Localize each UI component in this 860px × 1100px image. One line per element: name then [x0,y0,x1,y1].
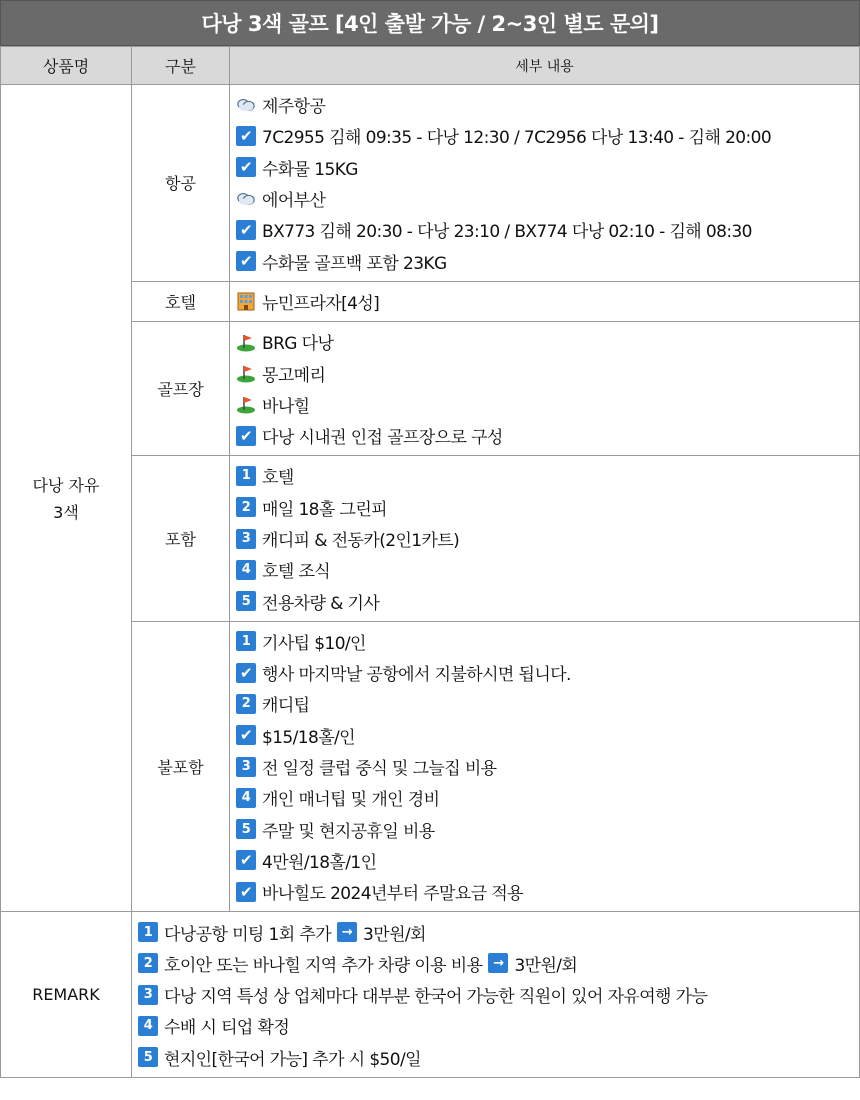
detail-text: 다낭 시내권 인접 골프장으로 구성 [262,428,503,449]
detail-line [236,460,853,491]
number-icon: 3 [236,529,256,549]
detail-line [236,585,853,616]
detail-line [236,286,853,317]
header-category: 구분 [132,47,230,85]
detail-text: 뉴민프라자[4성] [262,293,380,314]
detail-line [236,845,853,876]
check-icon: ✔ [236,426,256,446]
check-icon: ✔ [236,220,256,240]
detail-text: 바나힐도 2024년부터 주말요금 적용 [262,884,523,905]
category-flight: 항공 [132,85,230,282]
detail-line [236,183,853,214]
check-icon: ✔ [236,882,256,902]
included-detail [230,456,860,621]
remark-label: REMARK [1,912,132,1077]
detail-line [236,751,853,782]
product-name-line1: 다낭 자유 [32,476,100,496]
number-icon: 2 [138,953,158,973]
detail-line [236,357,853,388]
detail-text: 호텔 조식 [262,562,331,583]
detail-line [236,876,853,907]
category-included: 포함 [132,456,230,621]
remark-text: 현지인[한국어 가능] 추가 시 $50/일 [164,1049,421,1070]
flight-detail [230,85,860,282]
remark-text: 다낭 지역 특성 상 업체마다 대부분 한국어 가능한 직원이 있어 자유여행 가능 [164,987,708,1008]
remark-price: 3만원/회 [514,955,578,976]
remark-line [138,1010,853,1041]
detail-line [236,554,853,585]
number-icon: 4 [236,788,256,808]
check-icon: ✔ [236,725,256,745]
remark-line [138,916,853,947]
category-excluded: 불포함 [132,621,230,912]
flight-row [1,85,860,282]
detail-text: 행사 마지막날 공항에서 지불하시면 됩니다. [262,665,571,686]
number-icon: 1 [236,631,256,651]
number-icon: 5 [236,819,256,839]
number-icon: 4 [236,560,256,580]
detail-text: 4만원/18홀/1인 [262,852,377,873]
remark-text: 호이안 또는 바나힐 지역 추가 차량 이용 비용 [164,955,483,976]
detail-line [236,326,853,357]
number-icon: 5 [138,1047,158,1067]
cloud-icon [236,95,256,115]
golf-detail [230,322,860,456]
detail-text: 전 일정 클럽 중식 및 그늘집 비용 [262,759,497,780]
remark-text: 수배 시 티업 확정 [164,1018,290,1039]
detail-line [236,389,853,420]
remark-line [138,979,853,1010]
check-icon: ✔ [236,157,256,177]
detail-text: 호텔 [262,468,294,489]
number-icon: 3 [138,985,158,1005]
header-product: 상품명 [1,47,132,85]
detail-line [236,657,853,688]
excluded-detail [230,621,860,912]
detail-line [236,523,853,554]
detail-line [236,688,853,719]
header-detail: 세부 내용 [230,47,860,85]
number-icon: 2 [236,694,256,714]
hotel-detail [230,281,860,321]
detail-line [236,245,853,276]
detail-text: 바나힐 [262,396,310,417]
golf-flag-icon [236,332,256,352]
detail-line [236,814,853,845]
remark-price: 3만원/회 [363,924,426,945]
detail-text: 제주항공 [262,97,326,118]
detail-text: 몽고메리 [262,365,326,386]
golf-flag-icon [236,394,256,414]
detail-text: 캐디피 & 전동카(2인1카트) [262,531,460,551]
detail-text: 수화물 15KG [262,159,358,180]
detail-line [236,782,853,813]
golf-flag-icon [236,363,256,383]
product-table [0,46,860,1078]
number-icon: 4 [138,1016,158,1036]
number-icon: 1 [138,922,158,942]
check-icon: ✔ [236,251,256,271]
detail-text: 에어부산 [262,191,326,212]
detail-text: 매일 18홀 그린피 [262,499,387,520]
detail-text: $15/18홀/인 [262,727,355,748]
detail-text: 캐디팁 [262,696,310,717]
product-name-line2: 3색 [53,503,79,523]
detail-line [236,720,853,751]
detail-text: 전용차량 & 기사 [262,593,380,614]
number-icon: 1 [236,466,256,486]
page-title: 다낭 3색 골프 [4인 출발 가능 / 2~3인 별도 문의] [0,0,860,46]
detail-text: 개인 매너팁 및 개인 경비 [262,790,440,811]
detail-text: BRG 다낭 [262,334,334,355]
remark-line [138,1042,853,1073]
detail-line [236,89,853,120]
check-icon: ✔ [236,126,256,146]
detail-line [236,626,853,657]
check-icon: ✔ [236,663,256,683]
check-icon: ✔ [236,850,256,870]
number-icon: 5 [236,591,256,611]
detail-line [236,152,853,183]
arrow-right-icon: → [337,922,357,942]
remark-line [138,948,853,979]
category-golf: 골프장 [132,322,230,456]
arrow-right-icon: → [488,953,508,973]
category-hotel: 호텔 [132,281,230,321]
detail-line [236,214,853,245]
remark-text: 다낭공항 미팅 1회 추가 [164,924,332,945]
detail-text: 주말 및 현지공휴일 비용 [262,821,435,842]
remark-row [1,912,860,1077]
detail-line [236,120,853,151]
number-icon: 3 [236,757,256,777]
table-header-row [1,47,860,85]
detail-text: 수화물 골프백 포함 23KG [262,253,447,274]
product-name-cell [1,85,132,912]
detail-text: BX773 김해 20:30 - 다낭 23:10 / BX774 다낭 02:10 - 김해 08:30 [262,222,752,243]
detail-line [236,420,853,451]
cloud-icon [236,189,256,209]
detail-text: 기사팁 $10/인 [262,633,366,654]
detail-line [236,492,853,523]
remark-detail [132,912,860,1077]
detail-text: 7C2955 김해 09:35 - 다낭 12:30 / 7C2956 다낭 13:40 - 김해 20:00 [262,128,772,149]
number-icon: 2 [236,497,256,517]
hotel-icon [236,291,256,311]
